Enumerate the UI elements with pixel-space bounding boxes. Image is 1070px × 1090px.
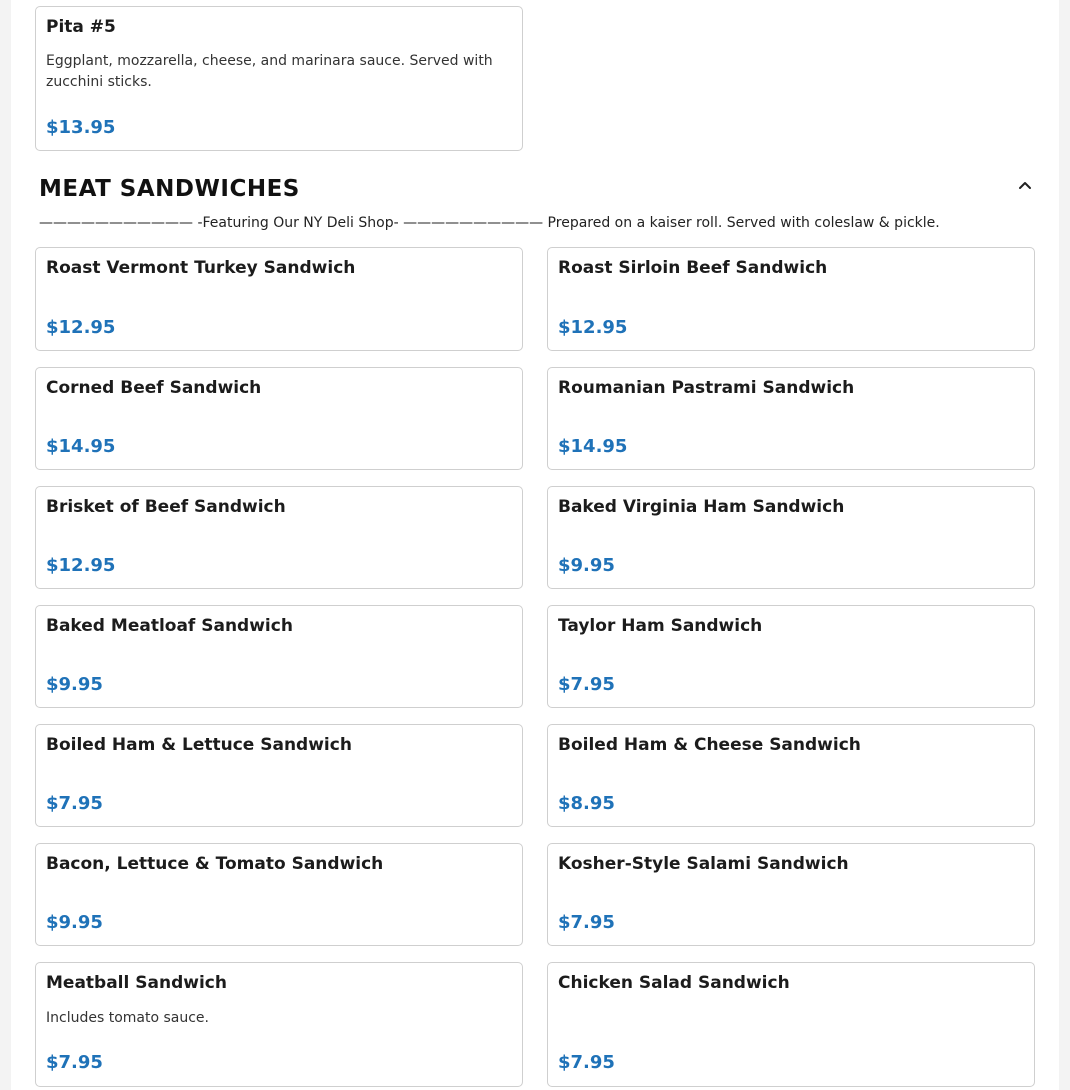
menu-item-price: $9.95 xyxy=(46,674,103,695)
section-collapse-toggle[interactable] xyxy=(1013,173,1037,197)
menu-item-card[interactable] xyxy=(547,486,1035,589)
menu-item-price: $9.95 xyxy=(558,555,615,576)
menu-item-card[interactable] xyxy=(547,724,1035,827)
menu-item-price: $14.95 xyxy=(558,436,628,457)
menu-item-name: Pita #5 xyxy=(46,17,116,37)
menu-item-name: Bacon, Lettuce & Tomato Sandwich xyxy=(46,854,384,874)
menu-item-description: Includes tomato sauce. xyxy=(46,1010,209,1026)
section-title: MEAT SANDWICHES xyxy=(39,176,300,202)
menu-item-card[interactable] xyxy=(35,486,523,589)
menu-item-price: $8.95 xyxy=(558,793,615,814)
menu-item-card[interactable] xyxy=(35,724,523,827)
menu-item-card[interactable] xyxy=(547,962,1035,1087)
menu-item-name: Meatball Sandwich xyxy=(46,973,227,993)
menu-item-card[interactable] xyxy=(547,843,1035,946)
menu-item-name: Baked Virginia Ham Sandwich xyxy=(558,497,845,517)
menu-item-card[interactable] xyxy=(547,247,1035,351)
menu-item-price: $14.95 xyxy=(46,436,116,457)
section-description: ——————————— -Featuring Our NY Deli Shop- —————————— Prepared on a kaiser roll. Served with coleslaw & pickle. xyxy=(39,215,940,231)
menu-item-card[interactable] xyxy=(35,962,523,1087)
menu-item-name: Roumanian Pastrami Sandwich xyxy=(558,378,855,398)
menu-item-name: Kosher-Style Salami Sandwich xyxy=(558,854,849,874)
menu-item-price: $7.95 xyxy=(46,793,103,814)
menu-item-card[interactable] xyxy=(547,367,1035,470)
menu-item-price: $7.95 xyxy=(558,912,615,933)
menu-page xyxy=(11,0,1059,1090)
menu-item-card[interactable] xyxy=(35,843,523,946)
menu-item-price: $7.95 xyxy=(46,1052,103,1073)
menu-item-price: $12.95 xyxy=(46,555,116,576)
menu-item-card[interactable] xyxy=(35,367,523,470)
menu-item-card[interactable] xyxy=(35,247,523,351)
menu-item-name: Roast Sirloin Beef Sandwich xyxy=(558,258,828,278)
menu-item-price: $7.95 xyxy=(558,674,615,695)
menu-item-name: Boiled Ham & Cheese Sandwich xyxy=(558,735,861,755)
menu-item-name: Chicken Salad Sandwich xyxy=(558,973,790,993)
menu-item-description: Eggplant, mozzarella, cheese, and marinara sauce. Served with zucchini sticks. xyxy=(46,53,493,90)
chevron-up-icon xyxy=(1013,173,1037,197)
menu-item-card[interactable] xyxy=(35,6,523,151)
menu-item-name: Corned Beef Sandwich xyxy=(46,378,262,398)
menu-item-price: $12.95 xyxy=(558,317,628,338)
menu-item-name: Boiled Ham & Lettuce Sandwich xyxy=(46,735,352,755)
menu-item-price: $13.95 xyxy=(46,117,116,138)
menu-item-name: Roast Vermont Turkey Sandwich xyxy=(46,258,356,278)
menu-item-name: Baked Meatloaf Sandwich xyxy=(46,616,293,636)
menu-item-card[interactable] xyxy=(547,605,1035,708)
menu-item-card[interactable] xyxy=(35,605,523,708)
menu-item-name: Taylor Ham Sandwich xyxy=(558,616,763,636)
menu-item-price: $7.95 xyxy=(558,1052,615,1073)
menu-item-name: Brisket of Beef Sandwich xyxy=(46,497,286,517)
menu-item-price: $9.95 xyxy=(46,912,103,933)
menu-item-price: $12.95 xyxy=(46,317,116,338)
